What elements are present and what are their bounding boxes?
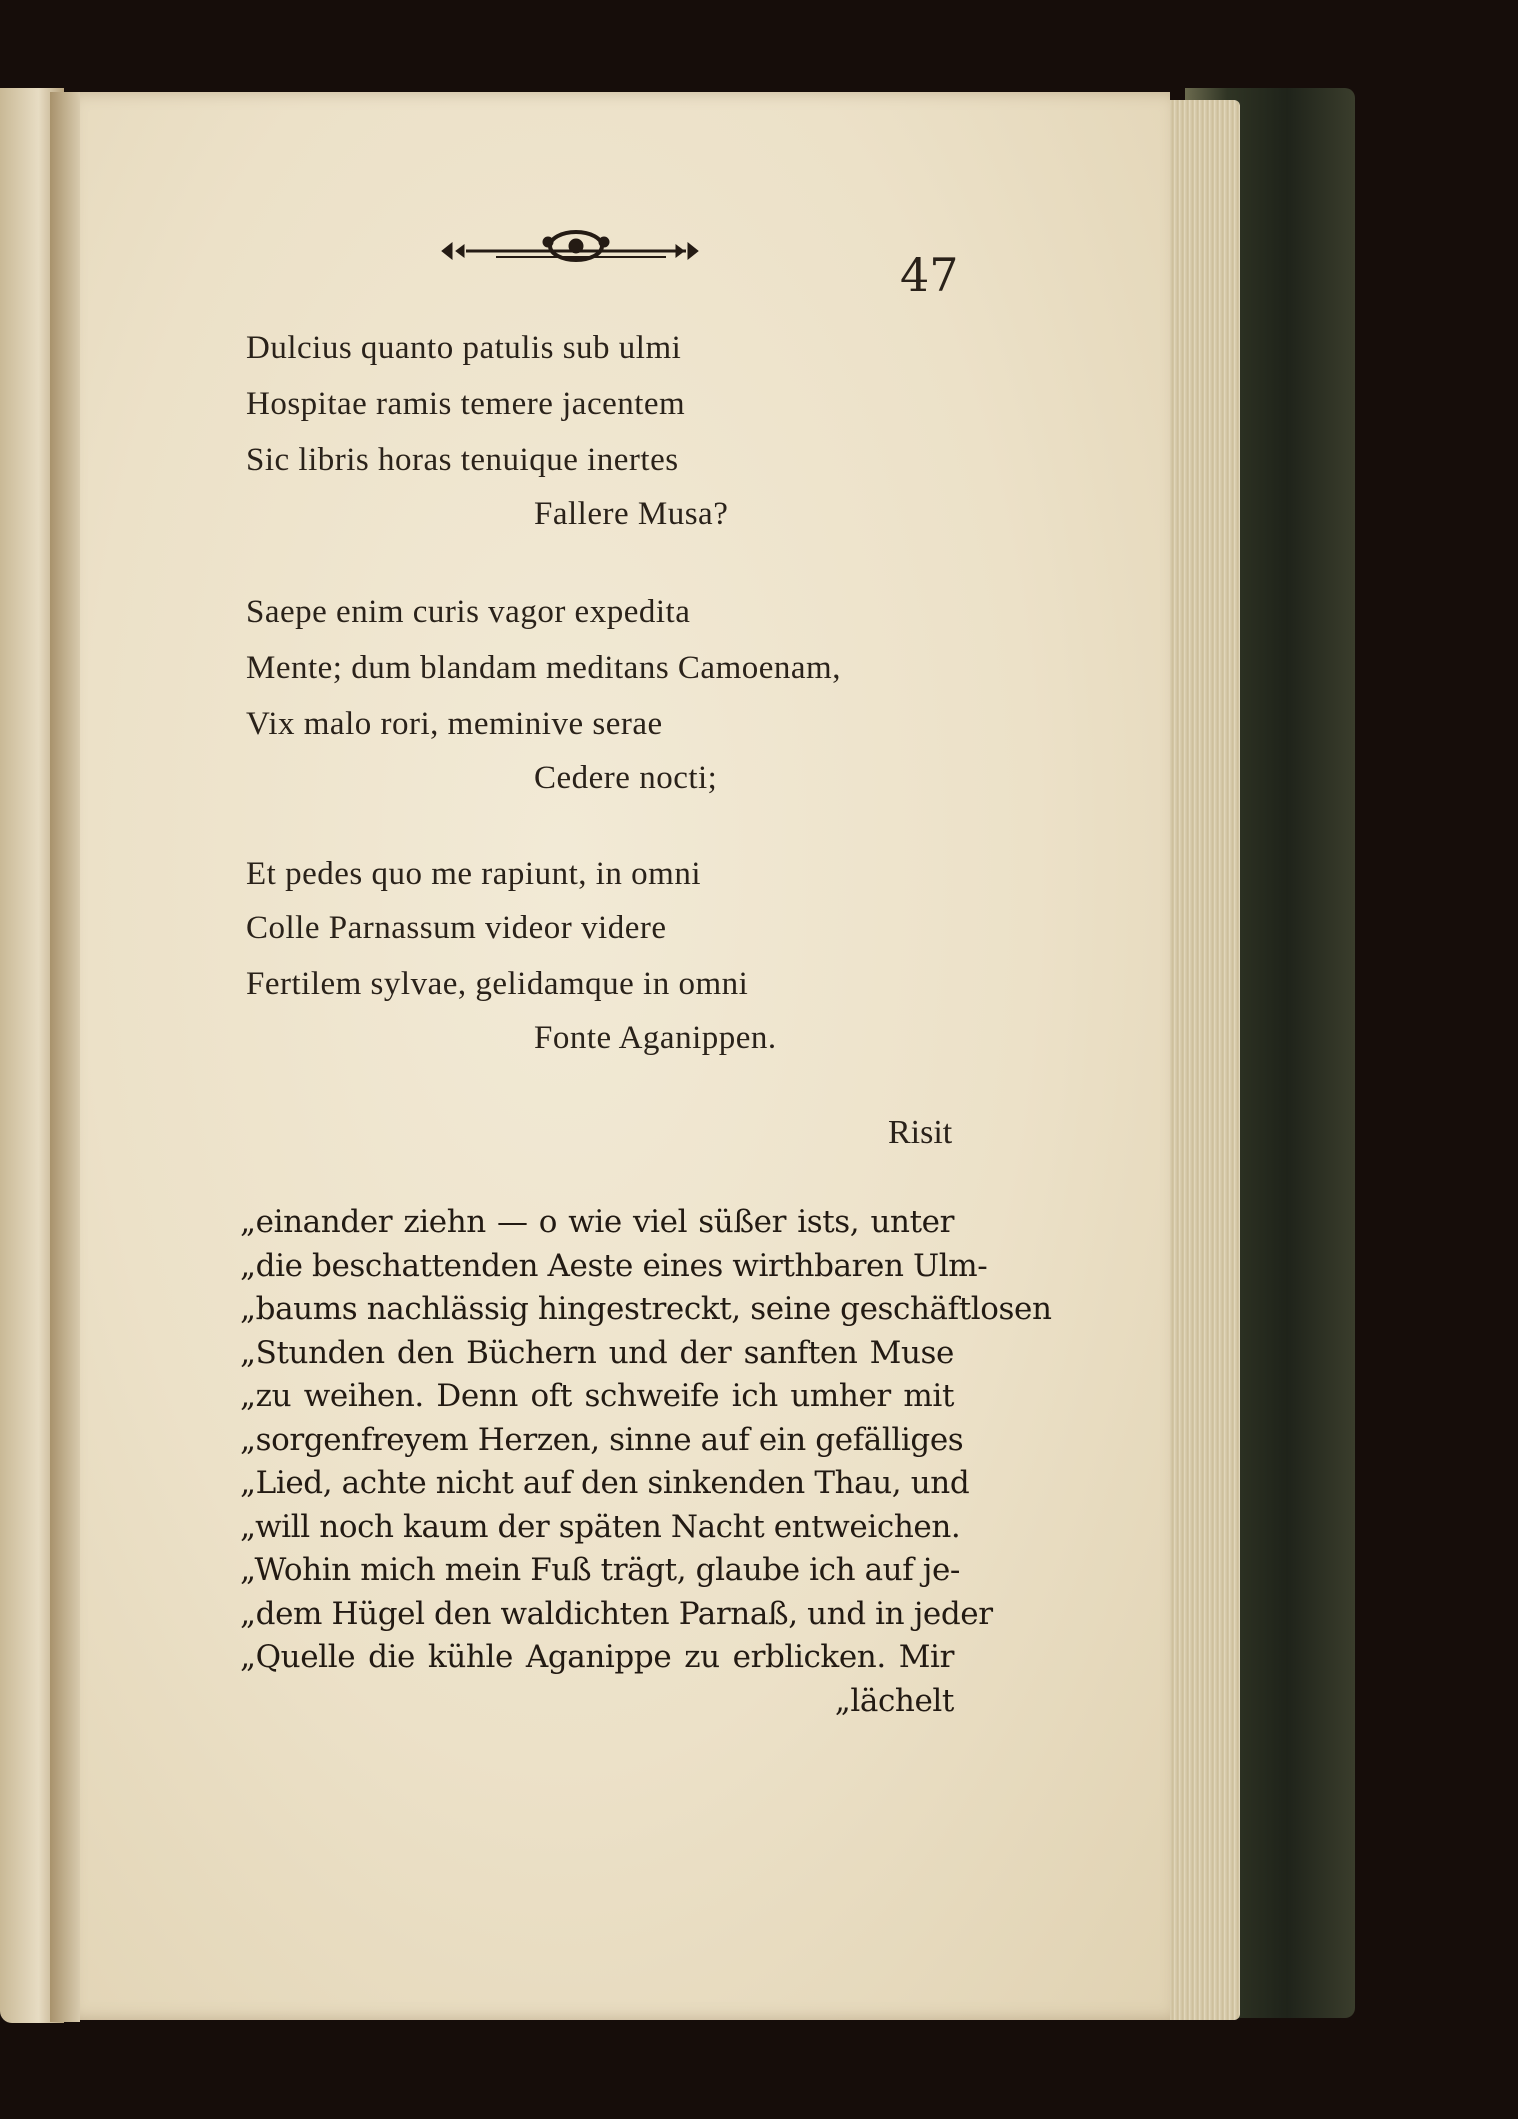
verse-line: Sic libris horas tenuique inertes — [246, 442, 679, 478]
prose-line: „Quelle die kühle Aganippe zu erblicken. Mir — [240, 1639, 954, 1675]
prose-line: „baums nachlässig hingestreckt, seine geschäftlosen — [240, 1291, 1052, 1327]
verse-line: Cedere nocti; — [534, 760, 718, 796]
verse-line: Fertilem sylvae, gelidamque in omni — [246, 966, 749, 1002]
prose-line: „Lied, achte nicht auf den sinkenden Thau, und — [240, 1465, 970, 1501]
page-edges — [1160, 100, 1240, 2020]
prose-line: „einander ziehn — o wie viel süßer ists, unter — [240, 1204, 954, 1240]
prose-line: „zu weihen. Denn oft schweife ich umher mit — [240, 1378, 954, 1414]
verse-line: Fonte Aganippen. — [534, 1020, 777, 1056]
verse-line: Hospitae ramis temere jacentem — [246, 386, 686, 422]
prose-line: „dem Hügel den waldichten Parnaß, und in jeder — [240, 1596, 993, 1632]
verse-line: Colle Parnassum videor videre — [246, 910, 667, 946]
page-number: 47 — [900, 248, 959, 302]
prose-line: „Wohin mich mein Fuß trägt, glaube ich auf je- — [240, 1552, 960, 1588]
verse-line: Vix malo rori, meminive serae — [246, 706, 663, 742]
book-gutter — [50, 92, 80, 2022]
ornament-icon — [436, 224, 716, 278]
prose-line: „Stunden den Büchern und der sanften Muse — [240, 1335, 954, 1371]
prose-line: „sorgenfreyem Herzen, sinne auf ein gefälliges — [240, 1422, 964, 1458]
verse-line: Dulcius quanto patulis sub ulmi — [246, 330, 682, 366]
verse-line: Mente; dum blandam meditans Camoenam, — [246, 650, 841, 686]
verse-line: Et pedes quo me rapiunt, in omni — [246, 856, 702, 892]
prose-line: „die beschattenden Aeste eines wirthbaren Ulm- — [240, 1248, 988, 1284]
prose-line: „lächelt — [834, 1683, 954, 1719]
verse-line: Fallere Musa? — [534, 496, 729, 532]
prose-line: „will noch kaum der späten Nacht entweichen. — [240, 1509, 961, 1545]
verse-line: Saepe enim curis vagor expedita — [246, 594, 691, 630]
catchword: Risit — [888, 1114, 953, 1151]
